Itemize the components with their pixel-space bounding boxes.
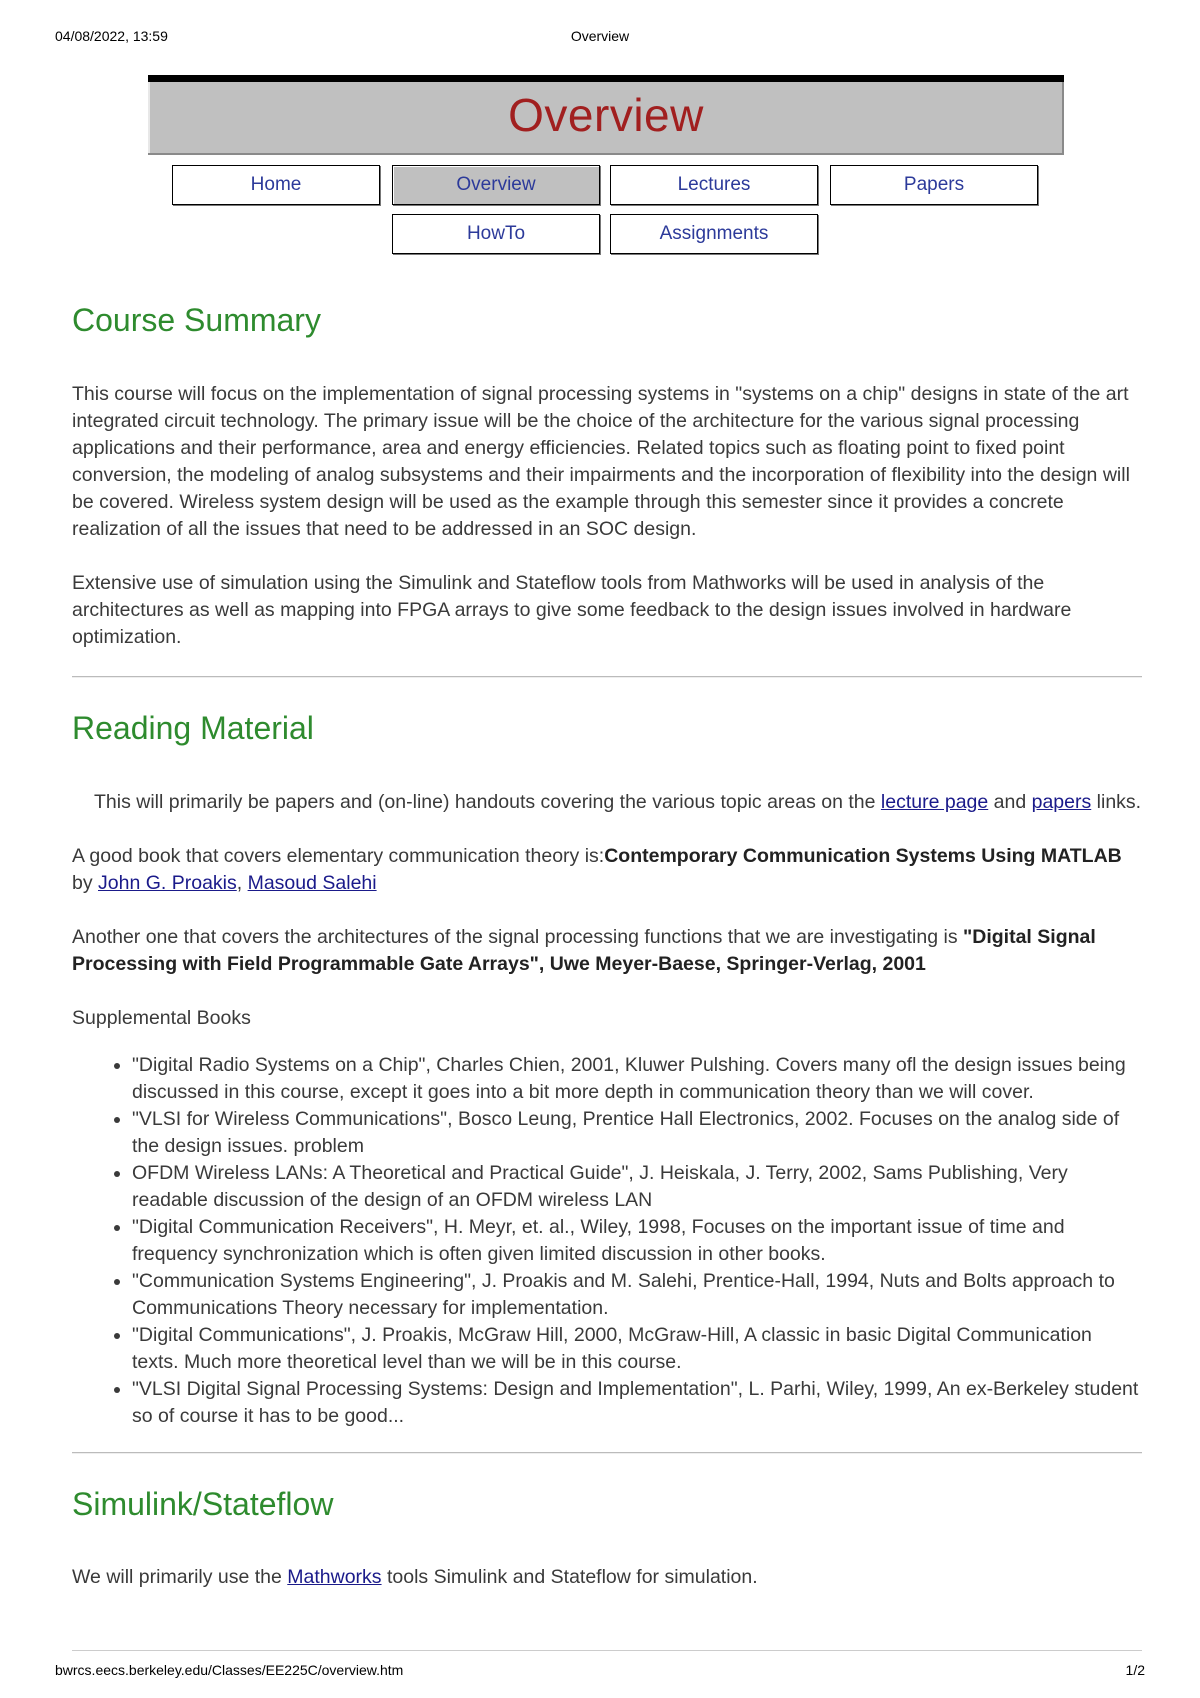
simulink-paragraph [72,1564,1142,1591]
reading-intro [72,789,1142,816]
second-book-intro: Another one that covers the architectures of the signal processing functions that we are investigating is [72,926,964,948]
nav-lectures-button[interactable]: Lectures [610,165,818,205]
nav-papers-button[interactable]: Papers [830,165,1038,205]
papers-link[interactable]: papers [1031,791,1092,813]
lecture-page-link[interactable]: lecture page [880,791,989,813]
list-item: • "Digital Communications", J. Proakis, McGraw Hill, 2000, McGraw-Hill, A classic in basic Digital Communication texts. Much more theoretical level than we will be in this course. [132,1322,1142,1376]
list-item: • "Digital Communication Receivers", H. Meyr, et. al., Wiley, 1998, Focuses on the important issue of time and frequency synchronization which is often given limited discussion in other books. [132,1214,1142,1268]
list-item: • "VLSI for Wireless Communications", Bosco Leung, Prentice Hall Electronics, 2002. Focuses on the analog side of the design issues. problem [132,1106,1142,1160]
print-header [55,28,1145,48]
primary-book [72,843,1142,897]
course-summary-heading: Course Summary [72,302,321,338]
print-title: Overview [570,28,630,44]
nav-howto-button[interactable]: HowTo [392,214,600,254]
page-title: Overview [508,89,704,141]
footer-divider [72,1650,1142,1651]
second-book [72,924,1142,978]
list-item: • "Digital Radio Systems on a Chip", Charles Chien, 2001, Kluwer Pulshing. Covers many ofl the design issues being discussed in this course, except it goes into a bit more depth in communication theory than we will cover. [132,1052,1142,1106]
print-url: bwrcs.eecs.berkeley.edu/Classes/EE225C/overview.htm [55,1662,404,1678]
course-summary-paragraph-1: This course will focus on the implementation of signal processing systems in "systems on a chip" designs in state of the art integrated circuit technology. The primary issue will be the choice of the architecture for the various signal processing applications and their performance, area and energy efficiencies. Related topics such as floating point to fixed point conversion, the modeling of analog subsystems and their impairments and the incorporation of flexibility into the design will be covered. Wireless system design will be used as the example through this semester since it provides a concrete realization of all the issues that need to be addressed in an SOC design. [72,383,1130,540]
list-item: • "VLSI Digital Signal Processing Systems: Design and Implementation", L. Parhi, Wiley, 1999, An ex-Berkeley student so of course it has to be good... [132,1376,1142,1430]
list-item: • OFDM Wireless LANs: A Theoretical and Practical Guide", J. Heiskala, J. Terry, 2002, Sams Publishing, Very readable discussion of the design of an OFDM wireless LAN [132,1160,1142,1214]
section-divider [72,1452,1142,1454]
nav-overview-button[interactable]: Overview [392,165,600,205]
nav-home-button[interactable]: Home [172,165,380,205]
main-content [72,300,1142,1591]
author-proakis-link[interactable]: John G. Proakis [98,872,237,894]
reading-intro-end: links. [1091,791,1142,813]
author-separator: , [236,872,248,894]
author-salehi-link[interactable]: Masoud Salehi [247,872,377,894]
print-footer [55,1662,1145,1682]
course-summary-paragraph-2: Extensive use of simulation using the Simulink and Stateflow tools from Mathworks will be used in analysis of the architectures as well as mapping into FPGA arrays to give some feedback to the design issues involved in hardware optimization. [72,572,1072,648]
supplemental-books-list [72,1052,1142,1430]
section-divider [72,676,1142,678]
print-page-number: 1/2 [1125,1662,1145,1678]
nav-assignments-button[interactable]: Assignments [610,214,818,254]
reading-intro-and: and [988,791,1032,813]
page-banner [148,75,1064,155]
reading-intro-text: This will primarily be papers and (on-line) handouts covering the various topic areas on the [94,791,881,813]
print-date: 04/08/2022, 13:59 [55,28,168,44]
supplemental-books-label: Supplemental Books [72,1007,251,1029]
primary-book-title: Contemporary Communication Systems Using MATLAB [604,845,1122,867]
simulink-text-end: tools Simulink and Stateflow for simulation. [381,1566,758,1588]
simulink-heading: Simulink/Stateflow [72,1486,334,1522]
primary-book-intro: A good book that covers elementary communication theory is: [72,845,605,867]
by-label: by [72,872,99,894]
second-book-title: "Digital Signal Processing with Field Programmable Gate Arrays", Uwe Meyer-Baese, Springer-Verlag, 2001 [72,926,1096,975]
simulink-text-start: We will primarily use the [72,1566,288,1588]
list-item: • "Communication Systems Engineering", J. Proakis and M. Salehi, Prentice-Hall, 1994, Nuts and Bolts approach to Communications Theory necessary for implementation. [132,1268,1142,1322]
reading-material-heading: Reading Material [72,710,314,746]
mathworks-link[interactable]: Mathworks [287,1566,382,1588]
